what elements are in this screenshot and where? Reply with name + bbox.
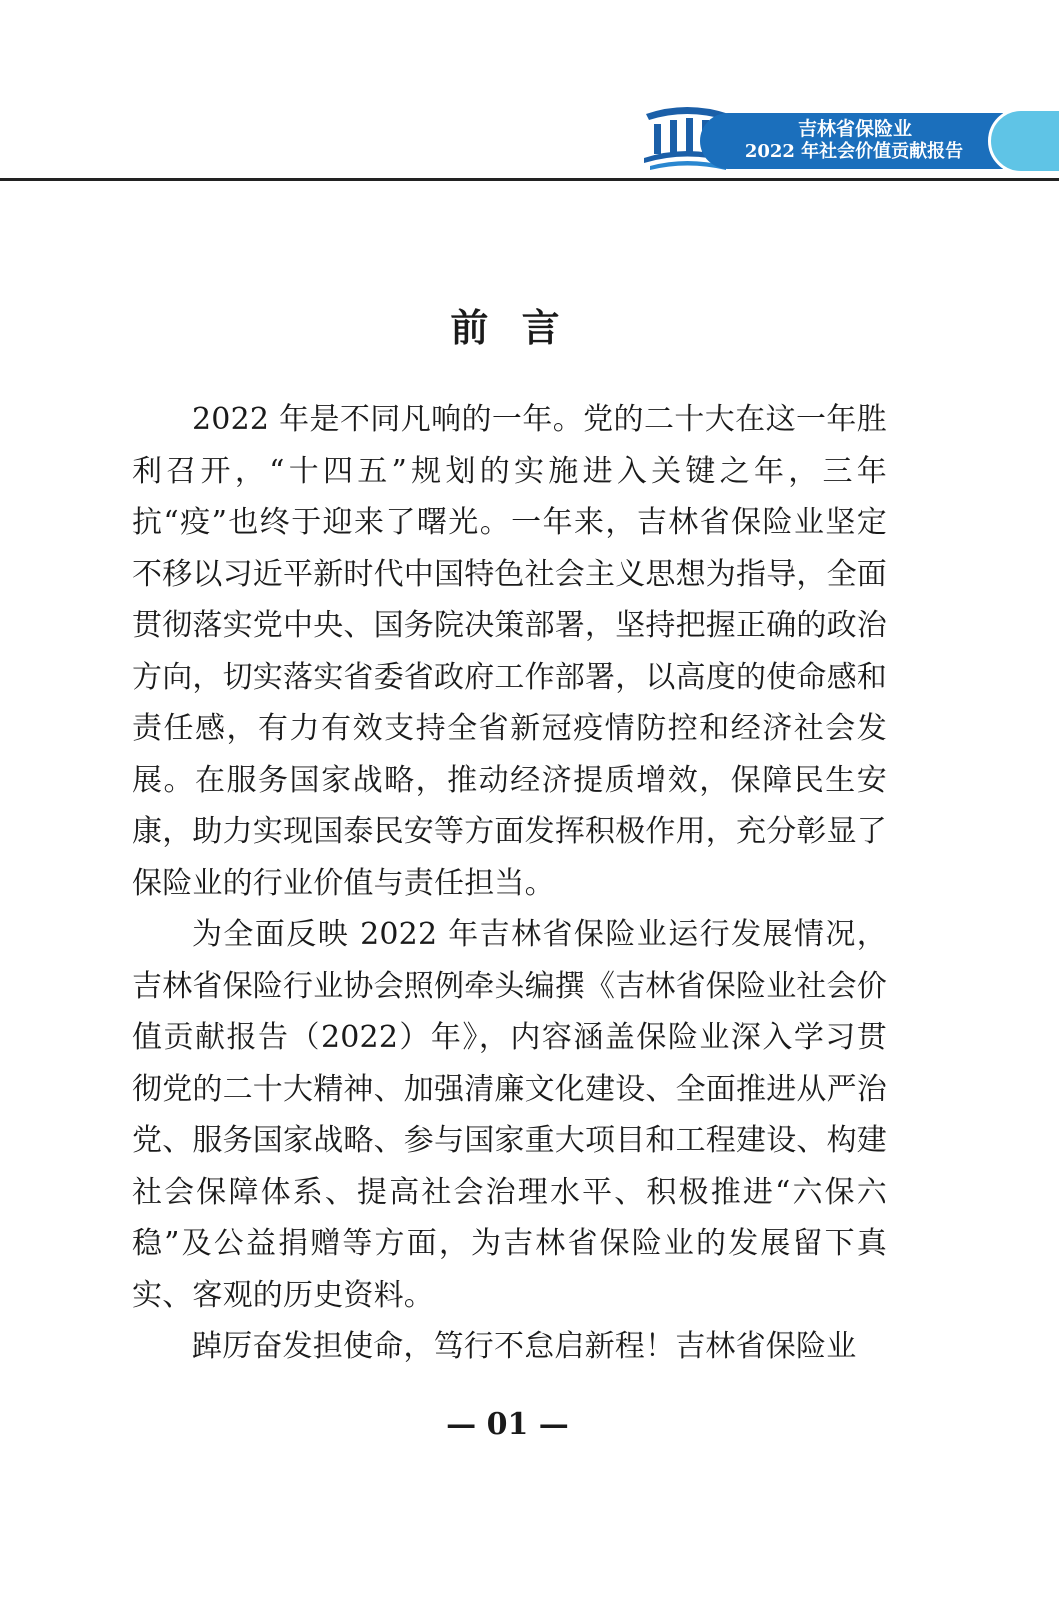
header-divider xyxy=(0,178,1059,181)
paragraph: 2022 年是不同凡响的一年。党的二十大在这一年胜利召开，“十四五”规划的实施进入关键之年，三年抗“疫”也终于迎来了曙光。一年来，吉林省保险业坚定不移以习近平新时代中国特色社会主义思想为指导，全面贯彻落实党中央、国务院决策部署，坚持把握正确的政治方向，切实落实省委省政府工作部署，以高度的使命感和责任感，有力有效支持全省新冠疫情防控和经济社会发展。在服务国家战略，推动经济提质增效，保障民生安康，助力实现国泰民安等方面发挥积极作用，充分彰显了保险业的行业价值与责任担当。 xyxy=(132,402,887,901)
page-header xyxy=(0,0,1059,185)
paragraph: 踔厉奋发担使命，笃行不怠启新程！吉林省保险业 xyxy=(192,1329,857,1364)
page-number: — 01 — xyxy=(446,1407,569,1442)
header-title: 吉林省保险业 xyxy=(797,118,912,140)
header-banner-cap xyxy=(988,108,1059,174)
page-title: 前 言 xyxy=(450,305,570,350)
header-subtitle: 2022 年社会价值贡献报告 xyxy=(744,141,964,162)
paragraph: 为全面反映 2022 年吉林省保险业运行发展情况，吉林省保险行业协会照例牵头编撰《吉林省保险业社会价值贡献报告（2022）年》，内容涵盖保险业深入学习贯彻党的二十大精神、加强清廉文化建设、全面推进从严治党、服务国家战略、参与国家重大项目和工程建设、构建社会保障体系、提高社会治理水平、积极推进“六保六稳”及公益捐赠等方面，为吉林省保险业的发展留下真实、客观的历史资料。 xyxy=(132,917,887,1313)
body-text xyxy=(132,394,887,1373)
